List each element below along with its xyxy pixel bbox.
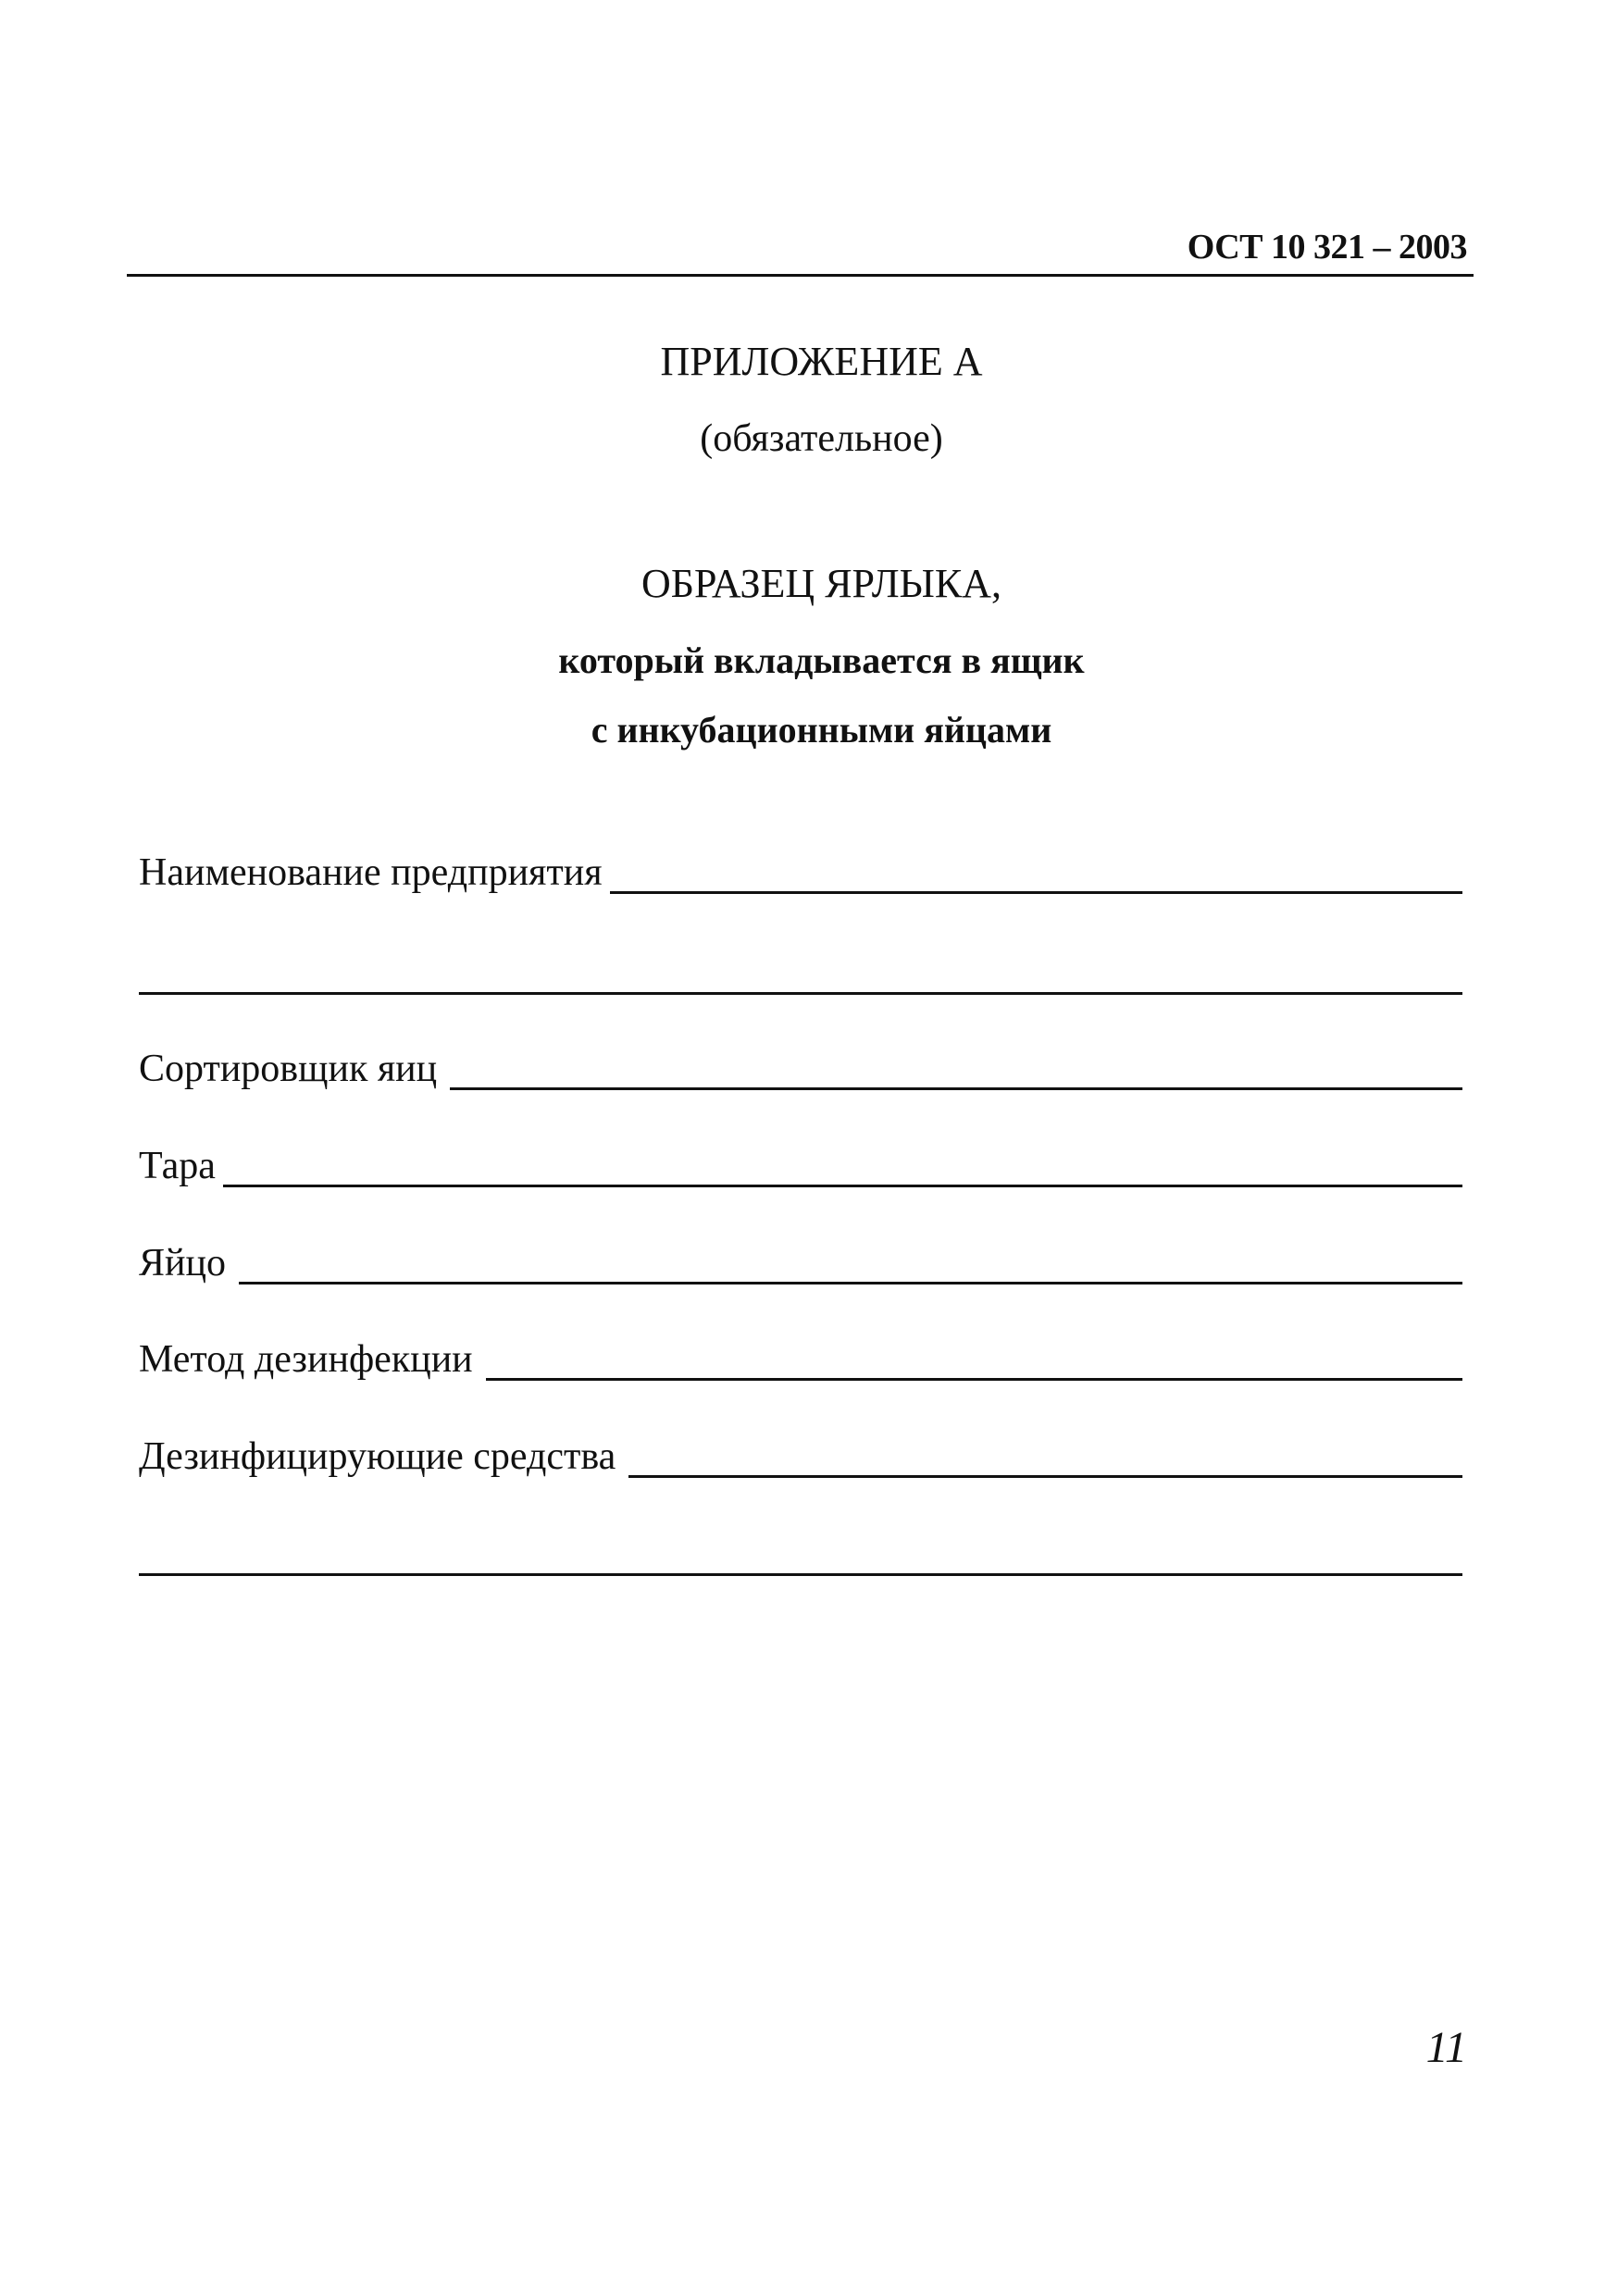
fill-in-line bbox=[223, 1185, 1462, 1187]
field-label-container: Тара bbox=[139, 1145, 216, 1187]
field-egg-sorter bbox=[139, 1038, 1462, 1094]
field-label-disinfection-method: Метод дезинфекции bbox=[139, 1338, 473, 1381]
label-sample-title: ОБРАЗЕЦ ЯРЛЫКА, bbox=[641, 561, 1002, 606]
field-label-egg-sorter: Сортировщик яиц bbox=[139, 1048, 438, 1090]
fill-in-line bbox=[239, 1282, 1462, 1285]
label-sample-subtitle-line1: который вкладывается в ящик bbox=[558, 639, 1085, 681]
fill-in-line bbox=[486, 1378, 1462, 1381]
fill-in-line bbox=[628, 1475, 1462, 1478]
fill-in-line-continuation bbox=[139, 992, 1462, 995]
field-label-enterprise-name: Наименование предприятия bbox=[139, 851, 603, 894]
field-label-egg: Яйцо bbox=[139, 1242, 226, 1285]
field-container bbox=[139, 1136, 1462, 1191]
field-egg bbox=[139, 1233, 1462, 1288]
appendix-title: ПРИЛОЖЕНИЕ А bbox=[660, 339, 983, 384]
field-label-disinfectants: Дезинфицирующие средства bbox=[139, 1435, 616, 1478]
fill-in-line bbox=[450, 1087, 1462, 1090]
document-code: ОСТ 10 321 – 2003 bbox=[1187, 228, 1467, 267]
field-disinfection-method bbox=[139, 1329, 1462, 1384]
fill-in-line bbox=[610, 891, 1462, 894]
header-rule bbox=[127, 274, 1474, 277]
label-sample-subtitle-line2: с инкубационными яйцами bbox=[591, 709, 1052, 751]
field-disinfectants bbox=[139, 1426, 1462, 1482]
page-number: 11 bbox=[1425, 2023, 1467, 2072]
fill-in-line-continuation bbox=[139, 1573, 1462, 1576]
field-enterprise-name bbox=[139, 842, 1462, 898]
appendix-kind: (обязательное) bbox=[700, 417, 943, 460]
